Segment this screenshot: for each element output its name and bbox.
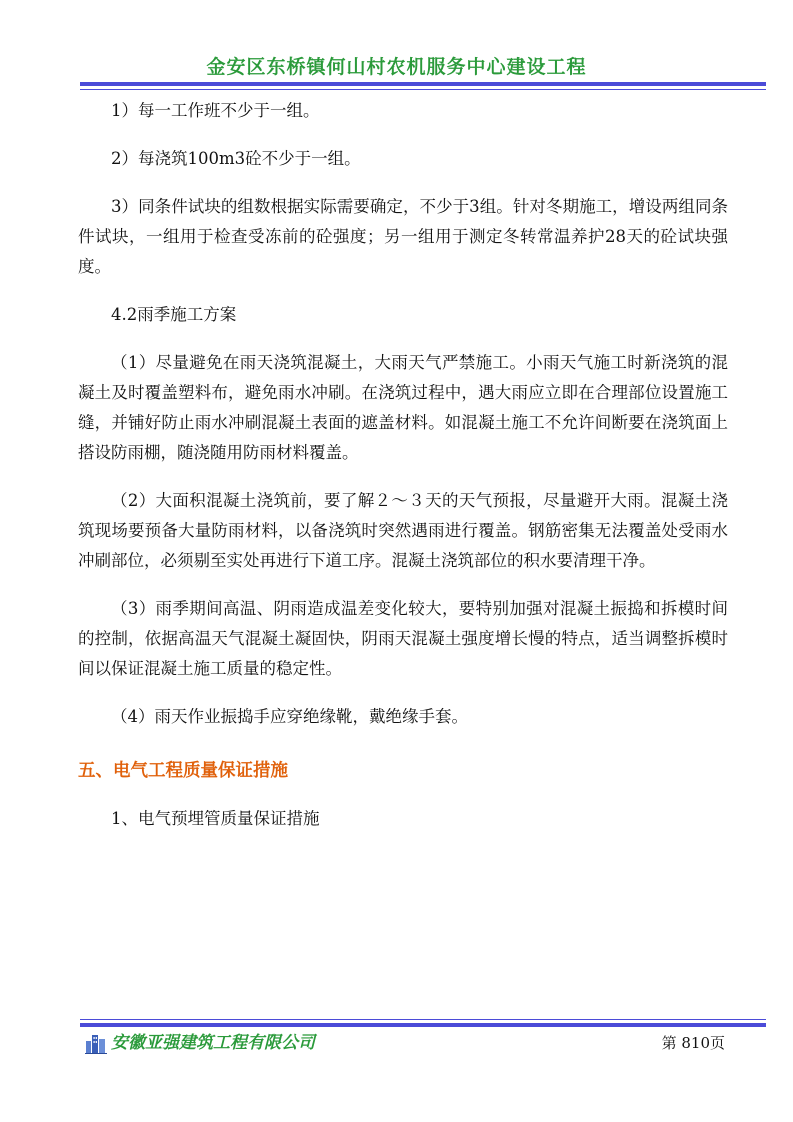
document-body [78,96,728,834]
company-name: 安徽亚强建筑工程有限公司 [111,1033,315,1053]
page-footer [85,1030,725,1056]
paragraph-rain-4: （4）雨天作业振捣手应穿绝缘靴，戴绝缘手套。 [111,707,468,726]
subheading-rain-season: 4.2雨季施工方案 [111,305,237,324]
section-heading: 五、电气工程质量保证措施 [78,761,288,781]
header-rule-thin [80,89,766,90]
building-logo-icon [85,1032,107,1054]
paragraph-item-3: 3）同条件试块的组数根据实际需要确定，不少于3组。针对冬期施工，增设两组同条件试块，一组用于检查受冻前的砼强度；另一组用于测定冬转常温养护28天的砼试块强度。 [78,197,728,276]
paragraph-rain-1: （1）尽量避免在雨天浇筑混凝土，大雨天气严禁施工。小雨天气施工时新浇筑的混凝土及时覆盖塑料布，避免雨水冲刷。在浇筑过程中，遇大雨应立即在合理部位设置施工缝，并铺好防止雨水冲刷混凝土表面的遮盖材料。如混凝土施工不允许间断要在浇筑面上搭设防雨棚，随浇随用防雨材料覆盖。 [78,353,728,462]
header-title: 金安区东桥镇何山村农机服务中心建设工程 [206,56,587,78]
header-rule-thick [80,82,766,86]
paragraph-item-1: 1）每一工作班不少于一组。 [111,101,320,120]
paragraph-rain-3: （3）雨季期间高温、阴雨造成温差变化较大，要特别加强对混凝土振捣和拆模时间的控制，依据高温天气混凝土凝固快，阴雨天混凝土强度增长慢的特点，适当调整拆模时间以保证混凝土施工质量的稳定性。 [78,599,728,678]
paragraph-rain-2: （2）大面积混凝土浇筑前，要了解２～３天的天气预报，尽量避开大雨。混凝土浇筑现场要预备大量防雨材料，以备浇筑时突然遇雨进行覆盖。钢筋密集无法覆盖处受雨水冲刷部位，必须剔至实处再进行下道工序。混凝土浇筑部位的积水要清理干净。 [78,491,728,570]
footer-rule-thick [80,1023,766,1027]
subsection-heading: 1、电气预埋管质量保证措施 [111,809,320,828]
footer-rule-thin [80,1019,766,1020]
paragraph-item-2: 2）每浇筑100m3砼不少于一组。 [111,149,361,168]
page-number: 第 810页 [661,1034,725,1052]
